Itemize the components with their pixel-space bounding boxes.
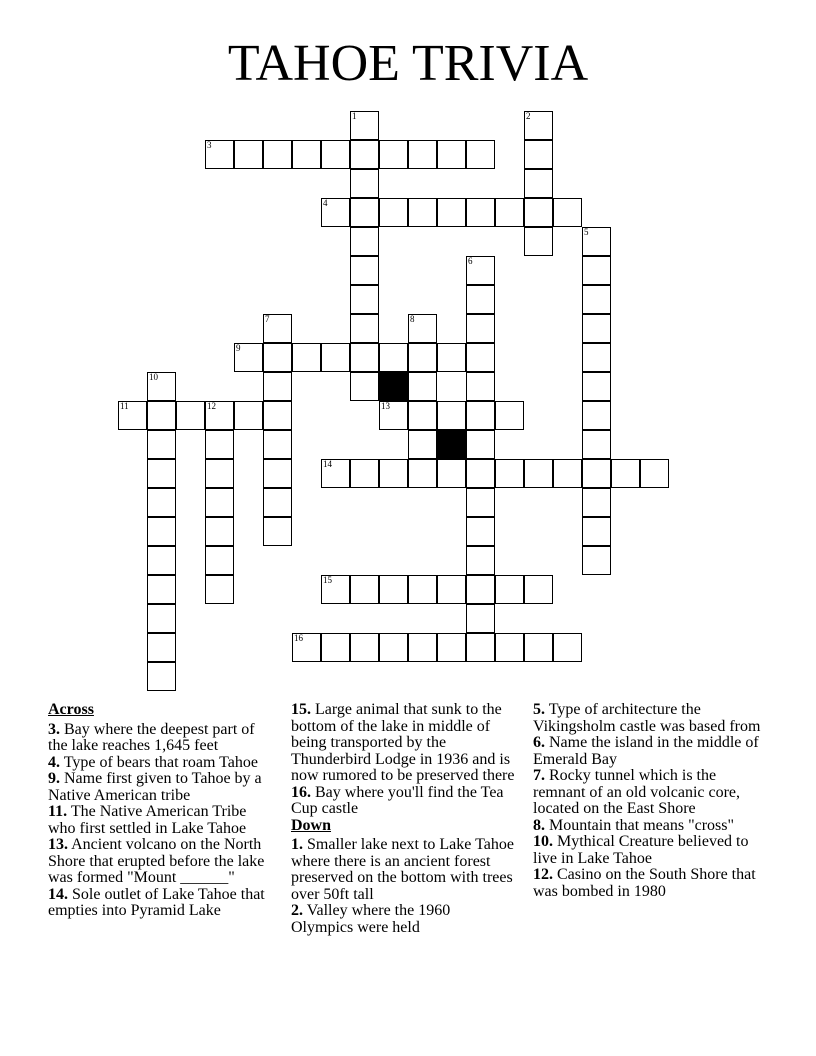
grid-cell[interactable] xyxy=(495,633,524,662)
grid-cell[interactable] xyxy=(408,575,437,604)
grid-cell[interactable] xyxy=(263,372,292,401)
grid-number: 14 xyxy=(323,459,332,469)
across-heading: Across xyxy=(48,701,94,718)
clue-down-6 xyxy=(533,735,761,768)
grid-cell[interactable] xyxy=(147,430,176,459)
grid-cell[interactable] xyxy=(234,401,263,430)
clue-text: Bay where the deepest part of the lake reaches 1,645 feet xyxy=(48,720,255,754)
grid-cell[interactable] xyxy=(582,517,611,546)
grid-cell[interactable] xyxy=(205,488,234,517)
grid-cell[interactable] xyxy=(466,546,495,575)
clue-text: Mountain that means "cross" xyxy=(549,816,735,834)
grid-cell[interactable] xyxy=(350,633,379,662)
grid-cell[interactable] xyxy=(263,459,292,488)
grid-cell[interactable] xyxy=(466,575,495,604)
clue-across-13 xyxy=(48,837,274,887)
grid-cell[interactable] xyxy=(350,459,379,488)
clue-text: Type of bears that roam Tahoe xyxy=(63,753,258,771)
grid-cell[interactable] xyxy=(466,459,495,488)
grid-cell[interactable] xyxy=(350,227,379,256)
grid-number: 1 xyxy=(352,111,357,121)
grid-cell[interactable] xyxy=(205,575,234,604)
puzzle-title: TAHOE TRIVIA xyxy=(227,35,589,92)
grid-cell[interactable] xyxy=(524,169,553,198)
grid-cell[interactable] xyxy=(263,488,292,517)
grid-cell[interactable] xyxy=(408,198,437,227)
grid-cell[interactable] xyxy=(437,633,466,662)
grid-cell[interactable] xyxy=(466,430,495,459)
grid-number: 12 xyxy=(207,401,216,411)
grid-cell[interactable] xyxy=(350,140,379,169)
grid-cell[interactable] xyxy=(437,343,466,372)
grid-cell[interactable] xyxy=(379,575,408,604)
grid-cell[interactable] xyxy=(292,343,321,372)
clue-text: Smaller lake next to Lake Tahoe where there is an ancient forest preserved on the bottom with trees over 50ft tall xyxy=(291,836,514,903)
grid-cell[interactable] xyxy=(408,633,437,662)
clue-text: Name first given to Tahoe by a Native American tribe xyxy=(48,770,262,804)
grid-cell[interactable] xyxy=(524,459,553,488)
grid-cell[interactable] xyxy=(263,430,292,459)
grid-cell[interactable] xyxy=(263,140,292,169)
clue-down-12 xyxy=(533,867,761,900)
clue-across-3 xyxy=(48,722,274,755)
grid-cell[interactable] xyxy=(350,198,379,227)
grid-cell[interactable] xyxy=(321,140,350,169)
grid-cell[interactable] xyxy=(524,227,553,256)
grid-cell[interactable] xyxy=(379,459,408,488)
grid-cell[interactable] xyxy=(350,256,379,285)
grid-cell[interactable] xyxy=(466,633,495,662)
grid-cell[interactable] xyxy=(263,401,292,430)
clue-number: 13. xyxy=(48,836,68,853)
grid-cell[interactable] xyxy=(205,517,234,546)
clue-number: 5. xyxy=(533,701,545,718)
clue-text: Casino on the South Shore that was bombed in 1980 xyxy=(533,866,756,900)
clue-number: 12. xyxy=(533,866,553,883)
grid-cell[interactable] xyxy=(147,488,176,517)
grid-cell[interactable] xyxy=(466,401,495,430)
clues-column-2 xyxy=(291,702,515,936)
grid-cell[interactable] xyxy=(350,169,379,198)
grid-cell[interactable] xyxy=(350,575,379,604)
grid-cell[interactable] xyxy=(292,140,321,169)
grid-cell[interactable] xyxy=(495,575,524,604)
grid-cell[interactable] xyxy=(437,575,466,604)
clue-number: 2. xyxy=(291,902,303,919)
clue-text: Sole outlet of Lake Tahoe that empties into Pyramid Lake xyxy=(48,885,265,919)
grid-number: 10 xyxy=(149,372,158,382)
grid-cell[interactable] xyxy=(553,459,582,488)
grid-cell[interactable] xyxy=(437,459,466,488)
grid-number: 9 xyxy=(236,343,241,353)
clues-column-1 xyxy=(48,702,274,920)
clue-text: The Native American Tribe who first settled in Lake Tahoe xyxy=(48,803,247,837)
grid-cell[interactable] xyxy=(437,198,466,227)
clue-text: Name the island in the middle of Emerald Bay xyxy=(533,734,759,768)
grid-cell[interactable] xyxy=(582,430,611,459)
grid-cell[interactable] xyxy=(379,140,408,169)
grid-cell[interactable] xyxy=(147,575,176,604)
grid-number: 2 xyxy=(526,111,531,121)
grid-cell[interactable] xyxy=(147,633,176,662)
grid-cell[interactable] xyxy=(582,401,611,430)
clue-across-9 xyxy=(48,771,274,804)
grid-cell[interactable] xyxy=(466,314,495,343)
grid-cell[interactable] xyxy=(350,285,379,314)
black-square xyxy=(379,372,408,401)
grid-cell[interactable] xyxy=(553,198,582,227)
grid-cell[interactable] xyxy=(524,633,553,662)
clue-down-1 xyxy=(291,837,515,903)
grid-number: 16 xyxy=(294,633,303,643)
clue-text: Mythical Creature believed to live in Lake Tahoe xyxy=(533,833,749,867)
grid-cell[interactable] xyxy=(147,662,176,691)
clue-text: Large animal that sunk to the bottom of the lake in middle of being transported by the Thunderbird Lodge in 1936 and is now rumored to be preserved there xyxy=(291,701,515,784)
grid-cell[interactable] xyxy=(611,459,640,488)
clue-number: 16. xyxy=(291,783,311,801)
grid-cell[interactable] xyxy=(466,517,495,546)
clue-number: 11. xyxy=(48,803,68,820)
grid-cell[interactable] xyxy=(205,546,234,575)
clue-number: 7. xyxy=(533,767,545,784)
grid-cell[interactable] xyxy=(495,198,524,227)
grid-cell[interactable] xyxy=(437,140,466,169)
grid-number: 5 xyxy=(584,227,589,237)
grid-cell[interactable] xyxy=(524,198,553,227)
grid-cell[interactable] xyxy=(350,314,379,343)
clue-text: Ancient volcano on the North Shore that erupted before the lake was formed "Mount ______" xyxy=(48,836,265,886)
grid-cell[interactable] xyxy=(147,517,176,546)
grid-cell[interactable] xyxy=(379,343,408,372)
clue-across-11 xyxy=(48,804,274,837)
grid-cell[interactable] xyxy=(205,459,234,488)
clue-text: Rocky tunnel which is the remnant of an old volcanic core, located on the East Shore xyxy=(533,767,741,817)
grid-cell[interactable] xyxy=(234,140,263,169)
grid-number: 6 xyxy=(468,256,473,266)
grid-cell[interactable] xyxy=(495,401,524,430)
grid-cell[interactable] xyxy=(582,372,611,401)
clue-text: Valley where the 1960 Olympics were held xyxy=(291,902,451,936)
grid-cell[interactable] xyxy=(263,343,292,372)
clues-column-3 xyxy=(533,702,761,900)
grid-cell[interactable] xyxy=(408,459,437,488)
grid-number: 8 xyxy=(410,314,415,324)
clue-number: 4. xyxy=(48,753,60,771)
grid-cell[interactable] xyxy=(205,430,234,459)
grid-cell[interactable] xyxy=(263,517,292,546)
clue-number: 15. xyxy=(291,701,311,718)
grid-cell[interactable] xyxy=(524,140,553,169)
grid-cell[interactable] xyxy=(582,285,611,314)
grid-cell[interactable] xyxy=(466,343,495,372)
clue-down-8 xyxy=(533,818,761,835)
grid-cell[interactable] xyxy=(582,314,611,343)
grid-number: 11 xyxy=(120,401,129,411)
grid-cell[interactable] xyxy=(321,633,350,662)
clue-number: 3. xyxy=(48,720,60,738)
grid-cell[interactable] xyxy=(553,633,582,662)
grid-cell[interactable] xyxy=(147,401,176,430)
grid-cell[interactable] xyxy=(466,140,495,169)
clue-number: 1. xyxy=(291,836,303,853)
grid-cell[interactable] xyxy=(408,430,437,459)
down-heading: Down xyxy=(291,816,332,834)
grid-cell[interactable] xyxy=(582,343,611,372)
clue-number: 14. xyxy=(48,885,68,903)
clue-down-7 xyxy=(533,768,761,818)
grid-cell[interactable] xyxy=(379,633,408,662)
grid-number: 3 xyxy=(207,140,212,150)
clue-down-10 xyxy=(533,834,761,867)
grid-number: 13 xyxy=(381,401,390,411)
grid-cell[interactable] xyxy=(176,401,205,430)
grid-number: 7 xyxy=(265,314,270,324)
grid-cell[interactable] xyxy=(495,459,524,488)
clue-across-4 xyxy=(48,755,274,772)
grid-number: 15 xyxy=(323,575,332,585)
grid-cell[interactable] xyxy=(408,372,437,401)
clue-across-14 xyxy=(48,887,274,920)
grid-cell[interactable] xyxy=(147,546,176,575)
clue-text: Type of architecture the Vikingsholm castle was based from xyxy=(533,701,761,735)
clue-text: Bay where you'll find the Tea Cup castle xyxy=(291,783,504,817)
grid-cell[interactable] xyxy=(466,285,495,314)
grid-cell[interactable] xyxy=(408,401,437,430)
grid-cell[interactable] xyxy=(147,459,176,488)
clue-number: 6. xyxy=(533,734,545,751)
grid-cell[interactable] xyxy=(147,604,176,633)
grid-cell[interactable] xyxy=(466,488,495,517)
clue-number: 10. xyxy=(533,833,553,850)
clue-across-16 xyxy=(291,785,515,818)
clue-number: 9. xyxy=(48,770,60,787)
clue-down-5 xyxy=(533,702,761,735)
grid-cell[interactable] xyxy=(466,604,495,633)
clue-across-15 xyxy=(291,702,515,785)
grid-cell[interactable] xyxy=(466,198,495,227)
grid-cell[interactable] xyxy=(466,372,495,401)
grid-cell[interactable] xyxy=(350,343,379,372)
grid-cell[interactable] xyxy=(437,401,466,430)
grid-cell[interactable] xyxy=(408,343,437,372)
grid-cell[interactable] xyxy=(408,140,437,169)
grid-cell[interactable] xyxy=(524,575,553,604)
black-square xyxy=(437,430,466,459)
grid-cell[interactable] xyxy=(640,459,669,488)
grid-number: 4 xyxy=(323,198,328,208)
grid-cell[interactable] xyxy=(582,546,611,575)
grid-cell[interactable] xyxy=(350,372,379,401)
grid-cell[interactable] xyxy=(321,343,350,372)
grid-cell[interactable] xyxy=(582,488,611,517)
grid-cell[interactable] xyxy=(379,198,408,227)
clue-down-2 xyxy=(291,903,515,936)
grid-cell[interactable] xyxy=(582,256,611,285)
clue-number: 8. xyxy=(533,816,545,834)
grid-cell[interactable] xyxy=(582,459,611,488)
